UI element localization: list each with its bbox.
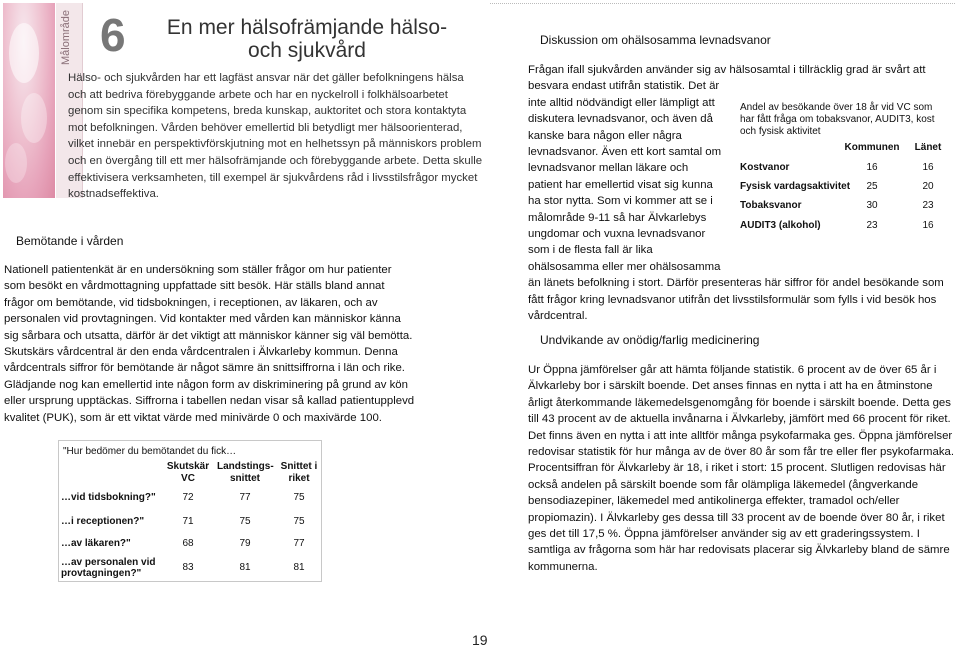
section-title-line1: En mer hälsofrämjande hälso- <box>166 16 448 39</box>
levnadsvanor-row-label: Kostvanor <box>740 162 790 173</box>
undvikande-heading: Undvikande av onödig/farlig medicinering <box>540 333 760 347</box>
undvikande-body <box>528 362 956 575</box>
diskussion-line: levnadsvanor mellan läkare och <box>528 162 689 175</box>
diskussion-line: Frågan ifall sjukvården använder sig av hälsosamtal i tillräcklig grad är svårt att <box>528 64 926 76</box>
diskussion-line: kanske bara någon eller några <box>528 129 682 142</box>
puk-table-caption: "Hur bedömer du bemötandet du fick… <box>63 446 237 457</box>
levnadsvanor-row-value: 16 <box>922 162 934 173</box>
diskussion-line: levnadsvanor. Även ett kort samtal om <box>528 146 722 159</box>
puk-col-header-1b: VC <box>181 473 195 484</box>
levnadsvanor-col-header-1: Kommunen <box>844 142 900 153</box>
intro-paragraph: Hälso- och sjukvården har ett lagfäst ansvar när det gäller befolkningens hälsa och att bedriva förebyggande arbete och har en nyckelroll i folkhälsoarbetet genom sin specifika kompetens, breda kunskap, auktoritet och stora kontaktyta mot befolkningen. Vården behöver emellertid bli betydligt mer hälsoorienterad, vilket innebär en perspektivförskjutning mot en helhetssyn på människors problem och en övergång till ett mer hälsofrämjande och förebyggande arbete. Detta skulle effektivisera verksamheten, till exempel är sjukvårdens råd i livsstilsfrågor mycket kostnadseffektiva. <box>68 72 483 201</box>
puk-row-value: 71 <box>182 516 194 527</box>
top-divider <box>490 3 955 4</box>
puk-row-label-a: …av personalen vid <box>61 557 156 568</box>
diskussion-line: besvara endast utifrån statistik. Det är <box>528 80 720 93</box>
puk-col-header-2 <box>217 461 273 485</box>
puk-row-value: 72 <box>182 492 194 503</box>
bemotande-heading: Bemötande i vården <box>16 234 124 248</box>
puk-col-header-3a: Snittet i <box>280 461 318 472</box>
puk-row-value: 75 <box>239 516 251 527</box>
diskussion-heading: Diskussion om ohälsosamma levnadsvanor <box>540 33 771 47</box>
levnadsvanor-row-value: 16 <box>922 220 934 231</box>
puk-col-header-2b: snittet <box>230 473 260 484</box>
levnadsvanor-row-label: Fysisk vardagsaktivitet <box>740 181 851 192</box>
levnadsvanor-row-label: AUDIT3 (alkohol) <box>740 220 821 231</box>
puk-row-label <box>61 557 155 579</box>
bemotande-paragraph: Nationell patientenkät är en undersökning som ställer frågor om hur patienter som besökt en vårdmottagning uppfattade sitt besök. Här ställs bland annat frågor om bemötande, vid tidsbokningen, i receptionen, av läkaren, och av personalen vid provtagningen. Vid kontakter med vården kan människor känna sig sårbara och utsatta, därför är det viktigt att människor känner sig väl bemötta. Skutskärs vårdcentral är den enda vårdcentralen i Älvkarleby kommun. Denna vårdcentrals siffror för bemötande är något sämre än snittsiffrorna i län och rike. Glädjande nog kan emellertid inte någon form av diskriminering på grund av kön eller ursprung upptäckas. Siffrorna i tabellen nedan visar så kallad patientupplevd kvalitet (PUK), som är ett viktat värde med minivärde 0 och maxivärde 100. <box>4 264 415 424</box>
puk-row-value: 81 <box>293 562 305 573</box>
diskussion-line: patient har emellertid visat sig kunna <box>528 178 713 191</box>
puk-row-value: 75 <box>293 516 305 527</box>
sidebar-label: Målområde <box>60 9 72 65</box>
diskussion-line: ohälsosamma eller mer ohälsosamma <box>528 260 721 273</box>
puk-col-header-1a: Skutskär <box>166 461 210 472</box>
section-title <box>162 16 452 62</box>
flower-photo <box>3 3 55 198</box>
levnadsvanor-row-value: 25 <box>866 181 878 192</box>
puk-row-label: …av läkaren?" <box>61 538 131 549</box>
diskussion-line: ha stor nytta. Som vi kommer att se i <box>528 195 713 208</box>
diskussion-tail: än länets befolkning i stort. Därför presenteras här siffror för andel besökande som fått frågor kring levnadsvanor utifrån det livsstilsformulär som fylls i vid besök hos vårdcentral. <box>528 277 944 323</box>
levnadsvanor-caption: Andel av besökande över 18 år vid VC som har fått fråga om tobaksvanor, AUDIT3, kost och fysisk aktivitet <box>740 102 935 137</box>
puk-table <box>58 440 322 582</box>
page-number: 19 <box>472 632 488 648</box>
diskussion-line: som i de flesta fall är lika <box>528 244 653 257</box>
puk-col-header-3b: riket <box>288 473 310 484</box>
puk-row-value: 83 <box>182 562 194 573</box>
levnadsvanor-row-label: Tobaksvanor <box>740 200 802 211</box>
puk-row-value: 81 <box>239 562 251 573</box>
puk-col-header-1 <box>163 461 213 485</box>
puk-row-label: …i receptionen?" <box>61 516 145 527</box>
puk-row-label: …vid tidsbokning?" <box>61 492 156 503</box>
puk-row-value: 77 <box>293 538 305 549</box>
puk-col-header-3 <box>275 461 323 485</box>
bemotande-body <box>4 262 416 426</box>
puk-col-header-2a: Landstings- <box>217 461 274 472</box>
diskussion-line: diskutera levnadsvanor, och även då <box>528 113 713 126</box>
intro-text <box>68 70 483 203</box>
diskussion-line: inte alltid nödvändigt eller lämpligt att <box>528 96 715 109</box>
section-title-line2: och sjukvård <box>248 39 366 62</box>
levnadsvanor-col-header-2: Länet <box>914 142 942 153</box>
section-number: 6 <box>100 9 126 61</box>
diskussion-line: ungdomar och vuxna levnadsvanor <box>528 228 706 241</box>
levnadsvanor-row-value: 30 <box>866 200 878 211</box>
levnadsvanor-row-value: 20 <box>922 181 934 192</box>
levnadsvanor-table <box>734 100 956 240</box>
puk-row-value: 79 <box>239 538 251 549</box>
levnadsvanor-row-value: 16 <box>866 162 878 173</box>
levnadsvanor-row-value: 23 <box>866 220 878 231</box>
diskussion-line: målområde 9-11 så har Älvkarlebys <box>528 211 707 224</box>
puk-row-value: 77 <box>239 492 251 503</box>
puk-row-value: 68 <box>182 538 194 549</box>
levnadsvanor-row-value: 23 <box>922 200 934 211</box>
undvikande-paragraph: Ur Öppna jämförelser går att hämta följande statistik. 6 procent av de över 65 år i Älvkarleby bor i särskilt boende. Det anses finnas en nytta i att ha en åtminstone årligt återkommande läkemedelsgenomgång för boende i särskilt boende. Detta ges till 43 procent av de aktuella invånarna i Älvkarleby, jämfört med 66 procent för riket. Det finns även en nytta i att inte alltför många psykofarmaka ges. Öppna jämförelser redovisar statistik för hur många av de över 80 år som får tre eller fler psykofarmaka. Procentsiffran för Älvkarleby är 18, i riket i stort: 15 procent. Slutligen redovisas här också andelen på särskilt boende som får olämpliga läkemedel (ångverkande bensodiazepiner, läkemedel med antikolinerga effekter, tramadol och/eller propiomazin). I Älvkarleby ges dessa till 33 procent av de boende över 80 år, i riket ges det till 17,5 %. Öppna jämförelser använder sig av ett graderingssystem. I samtliga av frågorna som här har redovisats placerar sig Älvkarleby bland de sämre kommunerna. <box>528 364 955 573</box>
puk-row-value: 75 <box>293 492 305 503</box>
puk-row-label-b: provtagningen?" <box>61 568 142 579</box>
